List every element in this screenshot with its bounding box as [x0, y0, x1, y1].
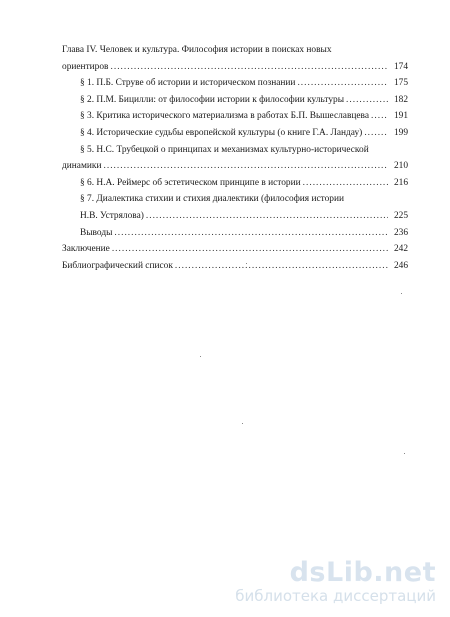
dot-leader: [346, 92, 388, 109]
toc-item-page: 199: [393, 127, 408, 138]
toc-item-page: 175: [393, 78, 408, 89]
toc-item-title: § 6. Н.А. Реймерс об эстетическом принципе в истории: [80, 177, 301, 188]
toc-item7-page: 225: [393, 210, 408, 221]
watermark: [235, 559, 436, 605]
dot-leader: [297, 75, 388, 92]
toc-item7-line2: Н.В. Устрялова): [80, 210, 144, 221]
toc-epilogue-entry: [62, 241, 408, 258]
toc-item: [62, 175, 408, 192]
toc-item7-entry: [62, 208, 408, 225]
dot-leader: [371, 108, 388, 125]
scan-speck: [404, 453, 405, 454]
toc-item5-page: 210: [393, 161, 408, 172]
dot-leader: [112, 241, 388, 258]
dot-leader: [364, 125, 388, 142]
toc-bibliography-entry: [62, 258, 408, 275]
toc-chapter-line1: Глава IV. Человек и культура. Философия истории в поисках новых: [62, 45, 332, 55]
toc-item-title: § 4. Исторические судьбы европейской культуры (о книге Г.А. Ландау): [80, 127, 363, 138]
toc-item: [62, 125, 408, 142]
toc-item-page: 216: [393, 177, 408, 188]
toc-chapter-title: [62, 42, 408, 59]
toc-item-title: § 3. Критика исторического материализма в работах Б.П. Вышеславцева: [80, 111, 370, 122]
toc-item-page: 182: [393, 94, 408, 105]
table-of-contents: [62, 42, 408, 274]
toc-bibliography-title: Библиографический список: [62, 260, 173, 271]
watermark-subtitle: библиотека диссертаций: [235, 587, 436, 605]
watermark-brand: dsLib.net: [289, 557, 436, 588]
toc-chapter-line2: ориентиров: [62, 61, 109, 72]
toc-epilogue-title: Заключение: [62, 244, 110, 255]
toc-item-multiline: [62, 191, 408, 208]
toc-item-title: § 2. П.М. Бицилли: от философии истории к философии культуры: [80, 94, 345, 105]
toc-item5-line1: § 5. Н.С. Трубецкой о принципах и механизмах культурно-исторической: [80, 144, 369, 155]
dot-leader: [104, 158, 389, 175]
toc-bibliography-page: 246: [393, 260, 408, 271]
toc-item: [62, 92, 408, 109]
toc-item-title: § 1. П.Б. Струве об истории и историческом познании: [80, 78, 296, 89]
toc-item: [62, 108, 408, 125]
dot-leader: [303, 175, 388, 192]
toc-chapter-entry: [62, 59, 408, 76]
scan-speck: [242, 423, 243, 424]
dot-leader: [175, 258, 388, 275]
scan-speck: [200, 356, 201, 357]
toc-item5-entry: [62, 158, 408, 175]
toc-item-page: 191: [393, 111, 408, 122]
toc-item: [62, 75, 408, 92]
toc-item7-line1: § 7. Диалектика стихии и стихия диалектики (философия истории: [80, 194, 345, 205]
dot-leader: [146, 208, 388, 225]
dot-leader: [114, 225, 388, 242]
toc-item5-line2: динамики: [62, 161, 102, 172]
dot-leader: [111, 59, 389, 76]
scan-speck: [401, 293, 402, 294]
toc-item-multiline: [62, 142, 408, 159]
scan-speck: [246, 263, 247, 264]
toc-conclusions-page: 236: [393, 227, 408, 238]
toc-conclusions-entry: [62, 225, 408, 242]
toc-conclusions-title: Выводы: [80, 227, 113, 238]
toc-chapter-page: 174: [393, 61, 408, 72]
toc-epilogue-page: 242: [393, 244, 408, 255]
